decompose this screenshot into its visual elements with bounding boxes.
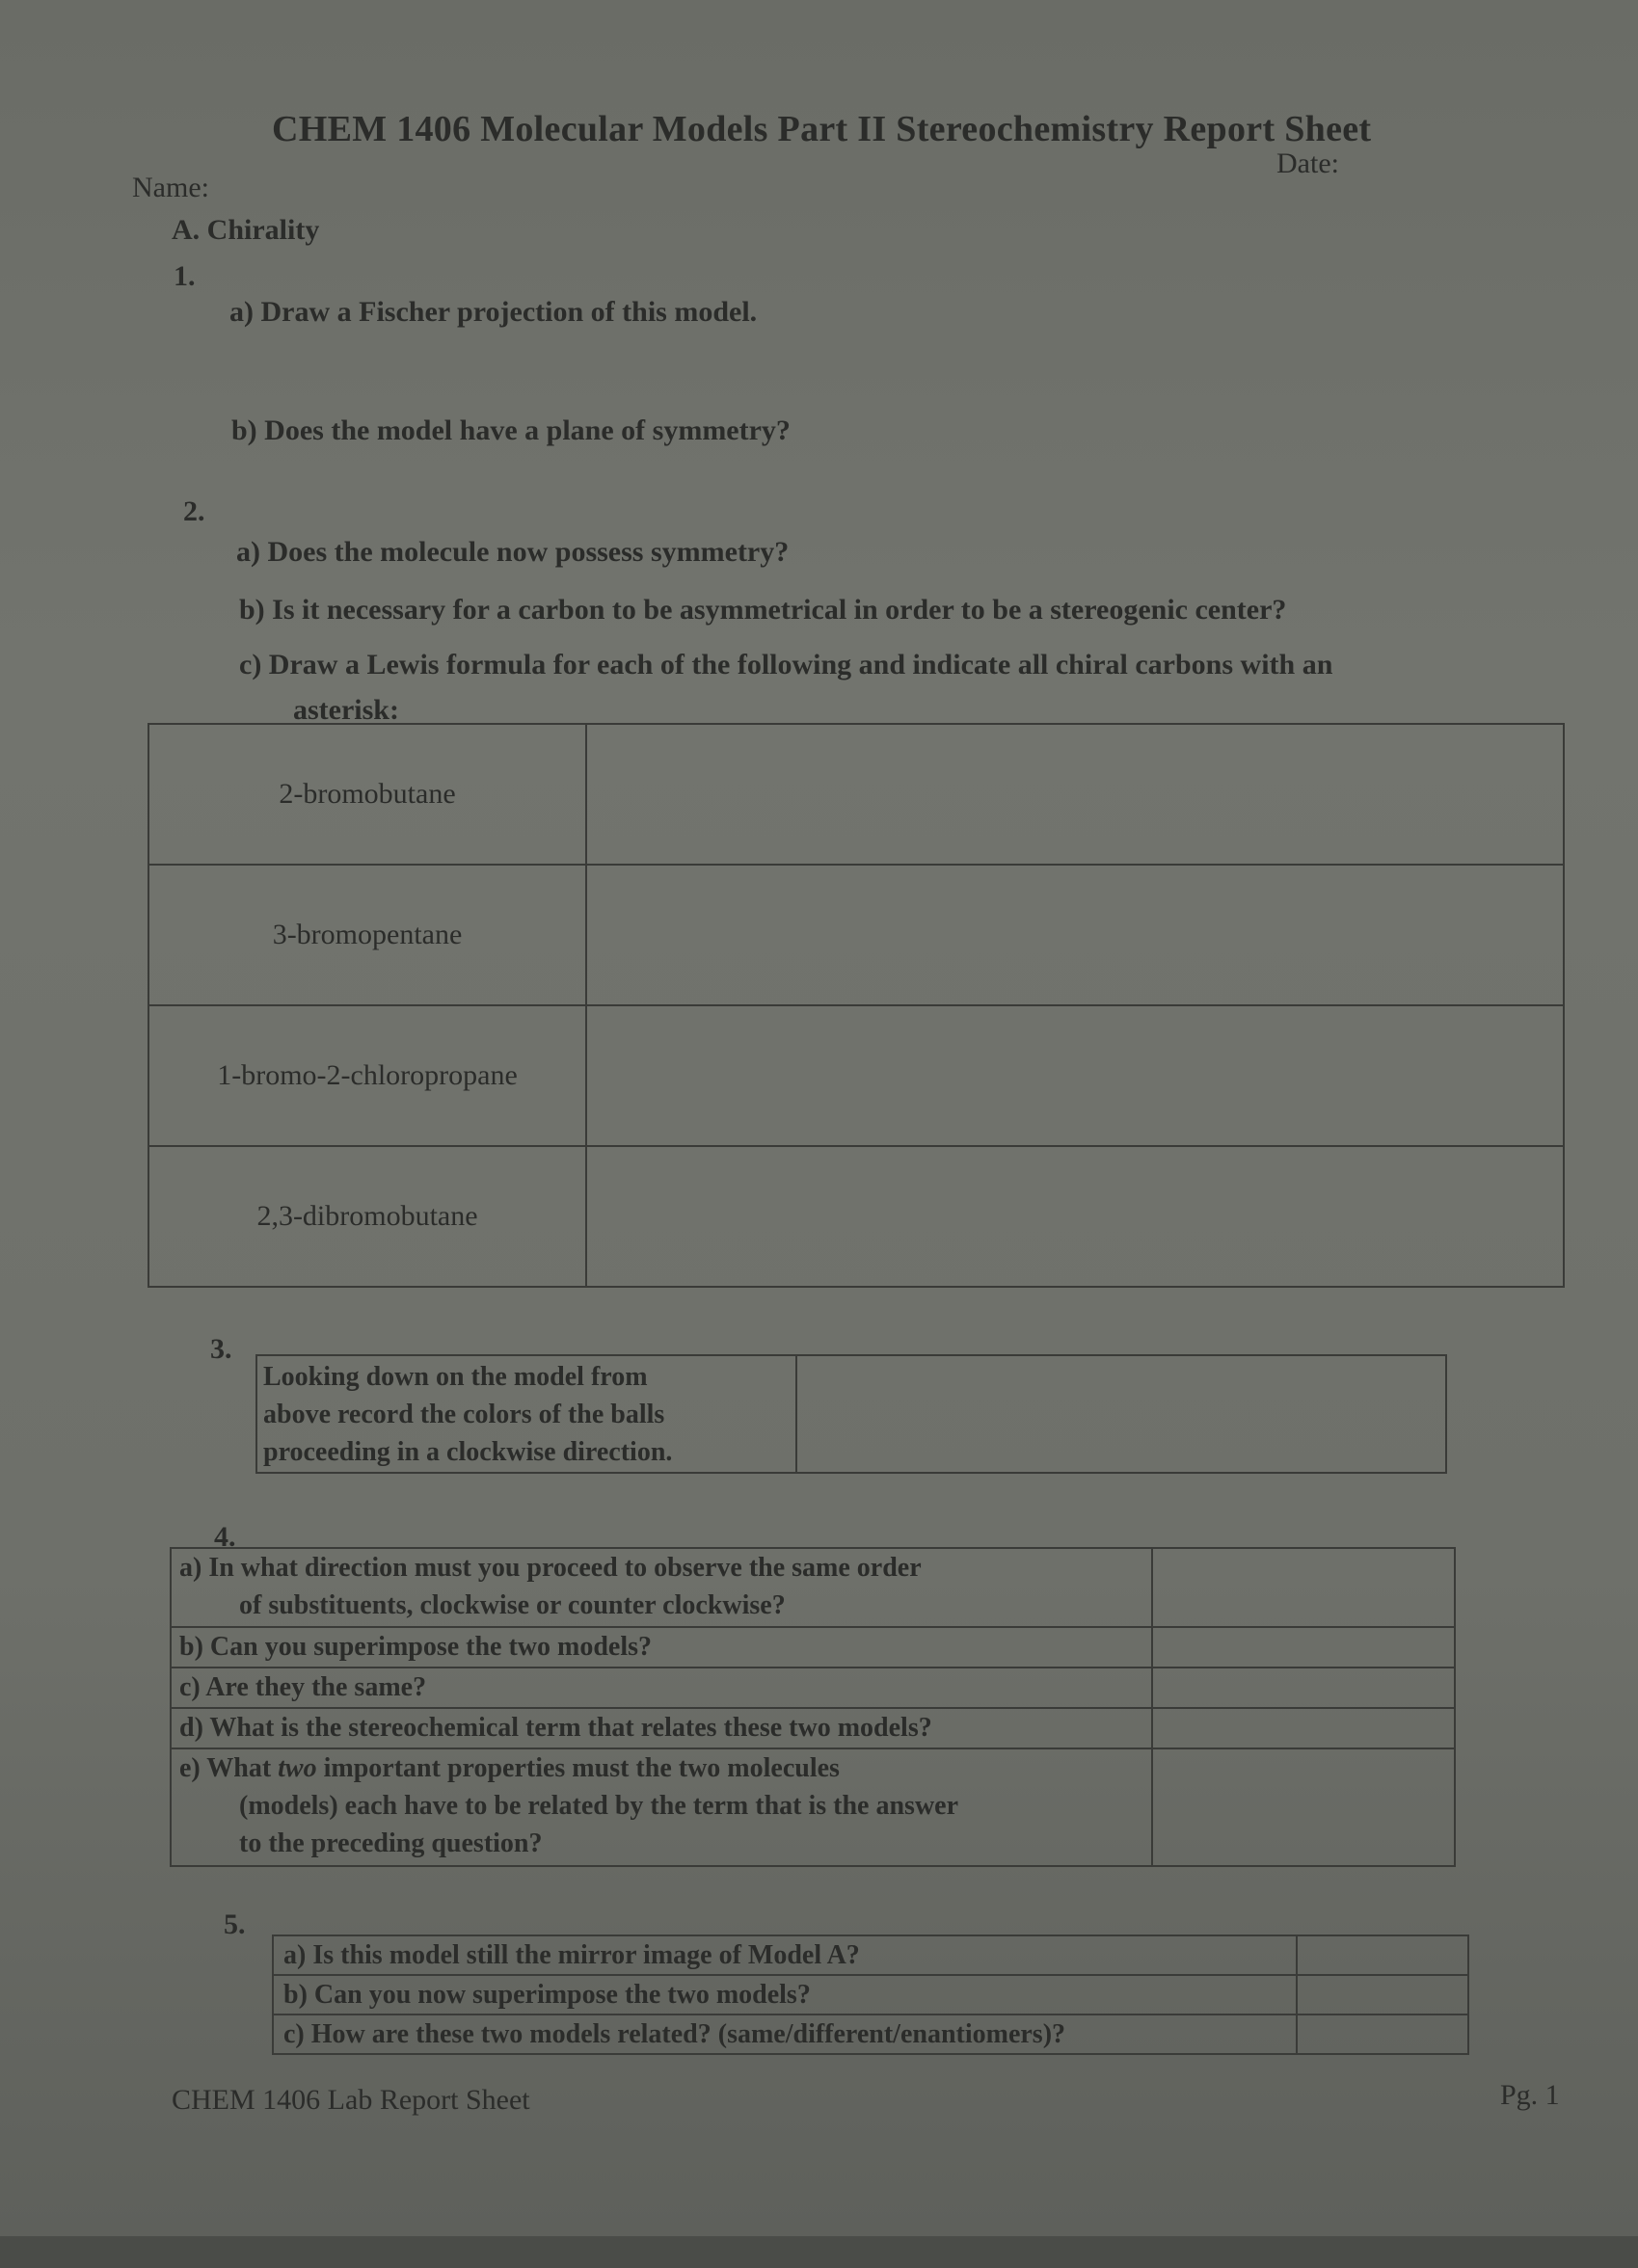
q4-part-a [171, 1548, 1152, 1627]
q1-part-b: b) Does the model have a plane of symmetry? [231, 414, 791, 446]
q5-table [272, 1934, 1469, 2055]
q4-part-e-text: important properties must the two molecules [316, 1753, 840, 1783]
table-row [148, 724, 1564, 865]
compound-name: 2,3-dibromobutane [148, 1146, 586, 1287]
answer-cell[interactable] [1297, 1975, 1468, 2015]
answer-cell[interactable] [586, 865, 1564, 1005]
q4-part-d: d) What is the stereochemical term that relates these two models? [171, 1708, 1152, 1748]
answer-cell[interactable] [1152, 1748, 1455, 1866]
answer-cell[interactable] [1152, 1668, 1455, 1708]
q3-number: 3. [210, 1333, 232, 1365]
answer-cell[interactable] [1297, 1935, 1468, 1975]
answer-cell[interactable] [1297, 2015, 1468, 2054]
answer-cell[interactable] [586, 1146, 1564, 1287]
q4-part-e [171, 1748, 1152, 1866]
q5-number: 5. [224, 1908, 246, 1940]
q4-number: 4. [214, 1521, 236, 1553]
table-row [273, 1975, 1468, 2015]
q3-answer-cell[interactable] [796, 1355, 1446, 1473]
q3-prompt-line3: proceeding in a clockwise direction. [263, 1436, 673, 1467]
table-row [171, 1668, 1455, 1708]
q4-table [170, 1547, 1456, 1867]
q4-part-e-emphasis: two [278, 1753, 317, 1783]
section-a-heading: A. Chirality [172, 214, 320, 246]
answer-cell[interactable] [586, 724, 1564, 865]
q4-part-a-line1: a) In what direction must you proceed to observe the same order [179, 1553, 922, 1583]
q4-part-e-line2: (models) each have to be related by the term that is the answer [239, 1791, 959, 1821]
table-row [171, 1748, 1455, 1866]
table-row [171, 1708, 1455, 1748]
q4-part-e-line3: to the preceding question? [239, 1828, 543, 1858]
q2-part-b: b) Is it necessary for a carbon to be asymmetrical in order to be a stereogenic center? [239, 594, 1287, 626]
q3-prompt [256, 1355, 796, 1473]
table-row [148, 1005, 1564, 1146]
q4-part-e-text: e) What [179, 1753, 279, 1783]
compound-name: 3-bromopentane [148, 865, 586, 1005]
q3-prompt-line1: Looking down on the model from [263, 1361, 648, 1392]
q2-part-c-line2: asterisk: [293, 694, 399, 726]
q4-part-e-line1 [179, 1749, 1143, 1787]
table-row [273, 2015, 1468, 2054]
q3-prompt-line2: above record the colors of the balls [263, 1399, 665, 1429]
table-row [171, 1627, 1455, 1668]
lewis-formula-table [148, 723, 1565, 1288]
table-row [256, 1355, 1446, 1473]
q5-part-b: b) Can you now superimpose the two models? [273, 1975, 1297, 2015]
compound-name: 2-bromobutane [148, 724, 586, 865]
q2-part-a: a) Does the molecule now possess symmetry? [236, 536, 790, 568]
q5-part-a: a) Is this model still the mirror image of Model A? [273, 1935, 1297, 1975]
table-row [171, 1548, 1455, 1627]
q2-number: 2. [183, 495, 205, 527]
answer-cell[interactable] [1152, 1548, 1455, 1627]
date-label: Date: [1276, 147, 1339, 179]
q1-number: 1. [174, 260, 196, 292]
table-row [148, 865, 1564, 1005]
page-title: CHEM 1406 Molecular Models Part II Stereochemistry Report Sheet [272, 109, 1372, 149]
name-label: Name: [132, 172, 209, 203]
answer-cell[interactable] [1152, 1708, 1455, 1748]
answer-cell[interactable] [1152, 1627, 1455, 1668]
q3-table [255, 1354, 1447, 1474]
table-row [273, 1935, 1468, 1975]
q2-part-c-line1: c) Draw a Lewis formula for each of the following and indicate all chiral carbons with an [239, 649, 1333, 680]
q1-part-a: a) Draw a Fischer projection of this model. [229, 296, 758, 328]
page-number: Pg. 1 [1500, 2079, 1560, 2111]
answer-cell[interactable] [586, 1005, 1564, 1146]
q4-part-a-line2: of substituents, clockwise or counter clockwise? [239, 1590, 786, 1620]
q5-part-c: c) How are these two models related? (same/different/enantiomers)? [273, 2015, 1297, 2054]
q4-part-c: c) Are they the same? [171, 1668, 1152, 1708]
compound-name: 1-bromo-2-chloropropane [148, 1005, 586, 1146]
table-row [148, 1146, 1564, 1287]
q4-part-b: b) Can you superimpose the two models? [171, 1627, 1152, 1668]
footer-left: CHEM 1406 Lab Report Sheet [172, 2084, 530, 2116]
